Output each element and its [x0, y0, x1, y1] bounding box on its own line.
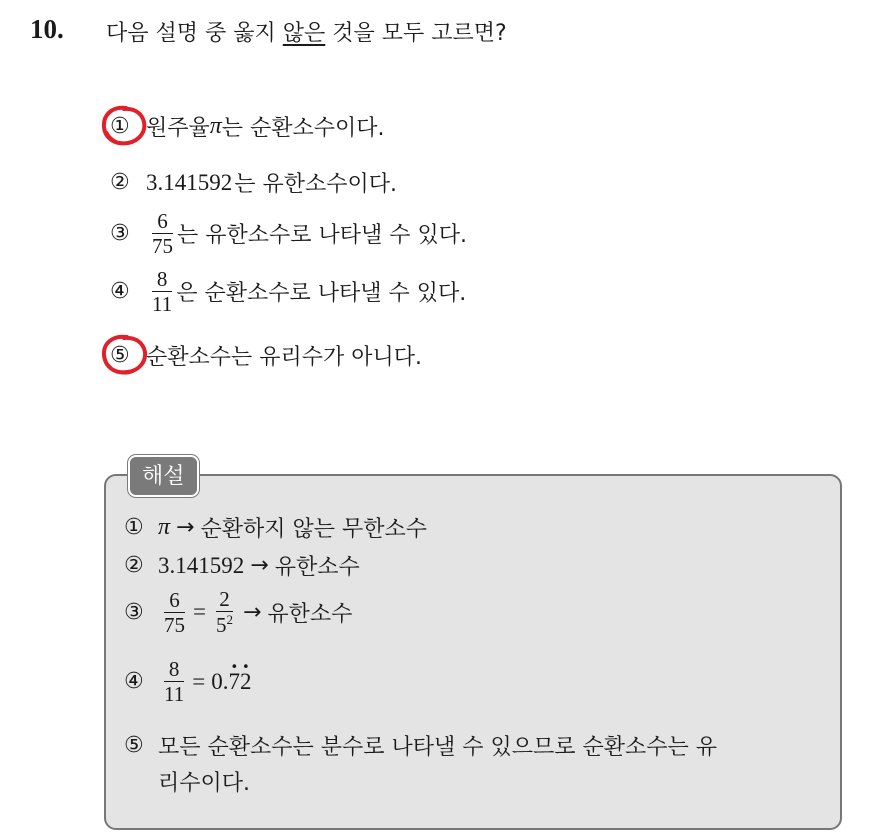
fraction: [164, 589, 185, 636]
fraction-denominator: [216, 613, 233, 636]
fraction-numerator: 8: [168, 657, 180, 681]
fraction: [152, 210, 173, 257]
arrow-icon: →: [242, 599, 262, 625]
option-text-prefix: 원주율: [146, 116, 210, 141]
item-number: ④: [124, 669, 144, 695]
option-text: 는 유한소수로 나타낼 수 있다.: [177, 223, 467, 249]
item-number: ②: [124, 553, 144, 578]
fraction-numerator: 8: [156, 267, 168, 291]
option-number: ①: [110, 114, 130, 139]
explanation-item-5: [124, 730, 717, 761]
option-text: 은 순환소수로 나타낼 수 있다.: [176, 281, 467, 307]
item-number: ①: [124, 515, 144, 540]
explanation-item-4: [124, 658, 251, 705]
explanation-item-1: [124, 512, 427, 543]
decimal-lead: 0.: [211, 668, 229, 694]
item-number: ⑤: [124, 733, 144, 758]
explanation-item-3: [124, 588, 352, 636]
option-number: ⑤: [110, 343, 130, 368]
option-number: ②: [110, 170, 130, 195]
fraction-numerator: 2: [219, 587, 230, 611]
item-text-line1: 모든 순환소수는 분수로 나타낼 수 있으므로 순환소수는 유: [158, 735, 718, 760]
item-text: 유한소수: [274, 555, 360, 580]
equals-sign: =: [193, 599, 206, 625]
explanation-item-5-cont: [158, 766, 250, 797]
option-3[interactable]: [110, 210, 467, 257]
prompt-underlined: 않은: [282, 21, 326, 46]
option-text: 는 유한소수이다.: [234, 172, 398, 197]
item-number: ③: [124, 599, 144, 625]
option-math: 3.141592: [146, 169, 233, 195]
explanation-tag: 해설: [128, 455, 199, 497]
fraction-numerator: 6: [169, 587, 180, 612]
option-5[interactable]: [110, 340, 422, 371]
option-4[interactable]: [110, 268, 466, 315]
item-text: 순환하지 않는 무한소수: [200, 517, 427, 542]
denominator-exponent: 2: [226, 612, 233, 628]
option-text: 순환소수는 유리수가 아니다.: [146, 345, 423, 370]
item-text-line2: 리수이다.: [158, 771, 251, 796]
option-1[interactable]: [110, 111, 385, 142]
fraction-denominator: 11: [152, 292, 173, 317]
question-number: 10.: [30, 14, 64, 44]
equals-sign: =: [192, 668, 206, 694]
option-text: 는 순환소수이다.: [221, 116, 385, 141]
repeating-digit: · 2: [240, 669, 252, 695]
prompt-after: 것을 모두 고르면?: [325, 21, 507, 46]
fraction-denominator: 11: [164, 682, 185, 707]
repeating-decimal: [211, 669, 251, 695]
question-prompt: [106, 16, 507, 47]
denominator-base: 5: [215, 613, 227, 638]
fraction-denominator: 75: [164, 612, 185, 637]
fraction-denominator: 75: [152, 234, 173, 259]
option-2[interactable]: [110, 167, 397, 198]
prompt-before: 다음 설명 중 옳지: [106, 21, 283, 46]
item-text: 유한소수: [267, 601, 353, 627]
pi-symbol: π: [209, 113, 222, 139]
pi-symbol: π: [158, 514, 171, 540]
fraction: [164, 658, 184, 705]
arrow-icon: →: [176, 515, 195, 540]
repeating-digit: · 7: [228, 669, 240, 695]
fraction-numerator: 6: [157, 209, 168, 233]
explanation-item-2: [124, 550, 360, 581]
fraction: [216, 588, 233, 636]
arrow-icon: →: [250, 553, 269, 578]
item-math: 3.141592: [158, 552, 245, 578]
option-number: ④: [110, 279, 130, 305]
option-number: ③: [110, 221, 130, 247]
fraction: [152, 268, 172, 315]
